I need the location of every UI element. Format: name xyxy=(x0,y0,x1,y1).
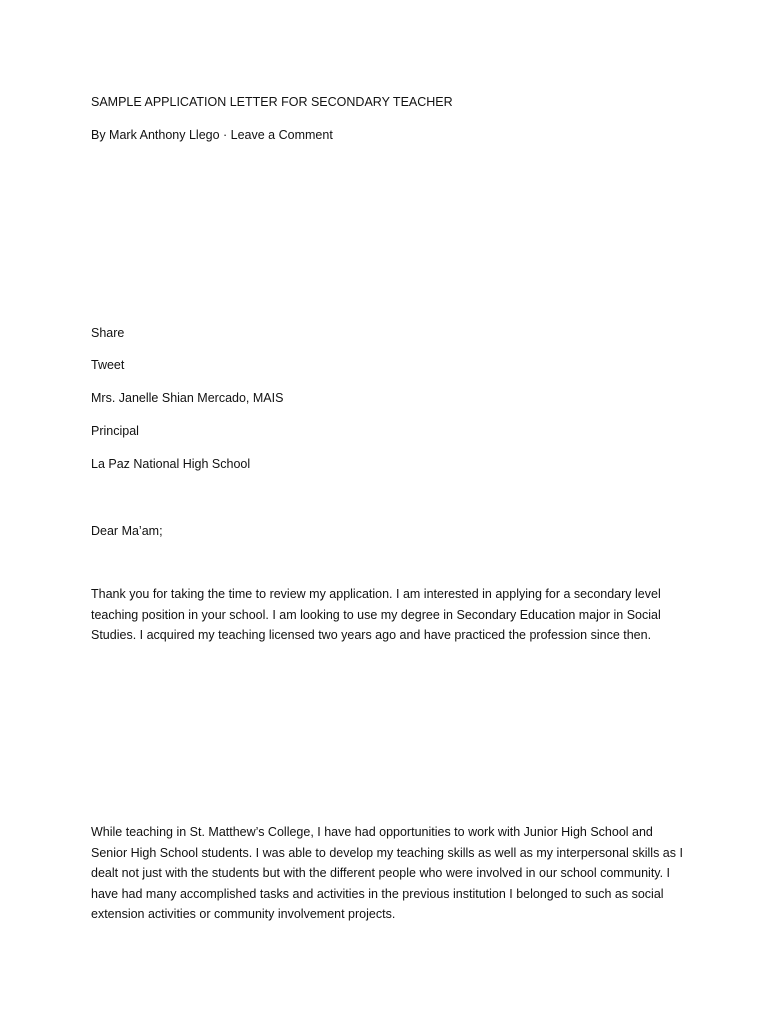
share-text: Share xyxy=(91,326,125,340)
recipient-school: La Paz National High School xyxy=(91,457,251,471)
salutation: Dear Ma’am; xyxy=(91,524,163,538)
tweet-text: Tweet xyxy=(91,358,125,372)
recipient-name: Mrs. Janelle Shian Mercado, MAIS xyxy=(91,391,284,405)
recipient-position: Principal xyxy=(91,424,139,438)
byline: By Mark Anthony Llego · Leave a Comment xyxy=(91,128,333,142)
body-paragraph-2: While teaching in St. Matthew’s College, I have had opportunities to work with Junior High School and Senior High School students. I was able to develop my teaching skills as well as my interpersonal skills as I dealt not just with the students but with the different people who were involved in our school community. I have had many accomplished tasks and activities in the previous institution I belonged to such as social extension activities or community involvement projects. xyxy=(91,825,683,921)
body-paragraph-1: Thank you for taking the time to review my application. I am interested in applying for a secondary level teaching position in your school. I am looking to use my degree in Secondary Education major in Social Studies. I acquired my teaching licensed two years ago and have practiced the profession since then. xyxy=(91,587,661,642)
document-title: SAMPLE APPLICATION LETTER FOR SECONDARY TEACHER xyxy=(91,95,453,109)
